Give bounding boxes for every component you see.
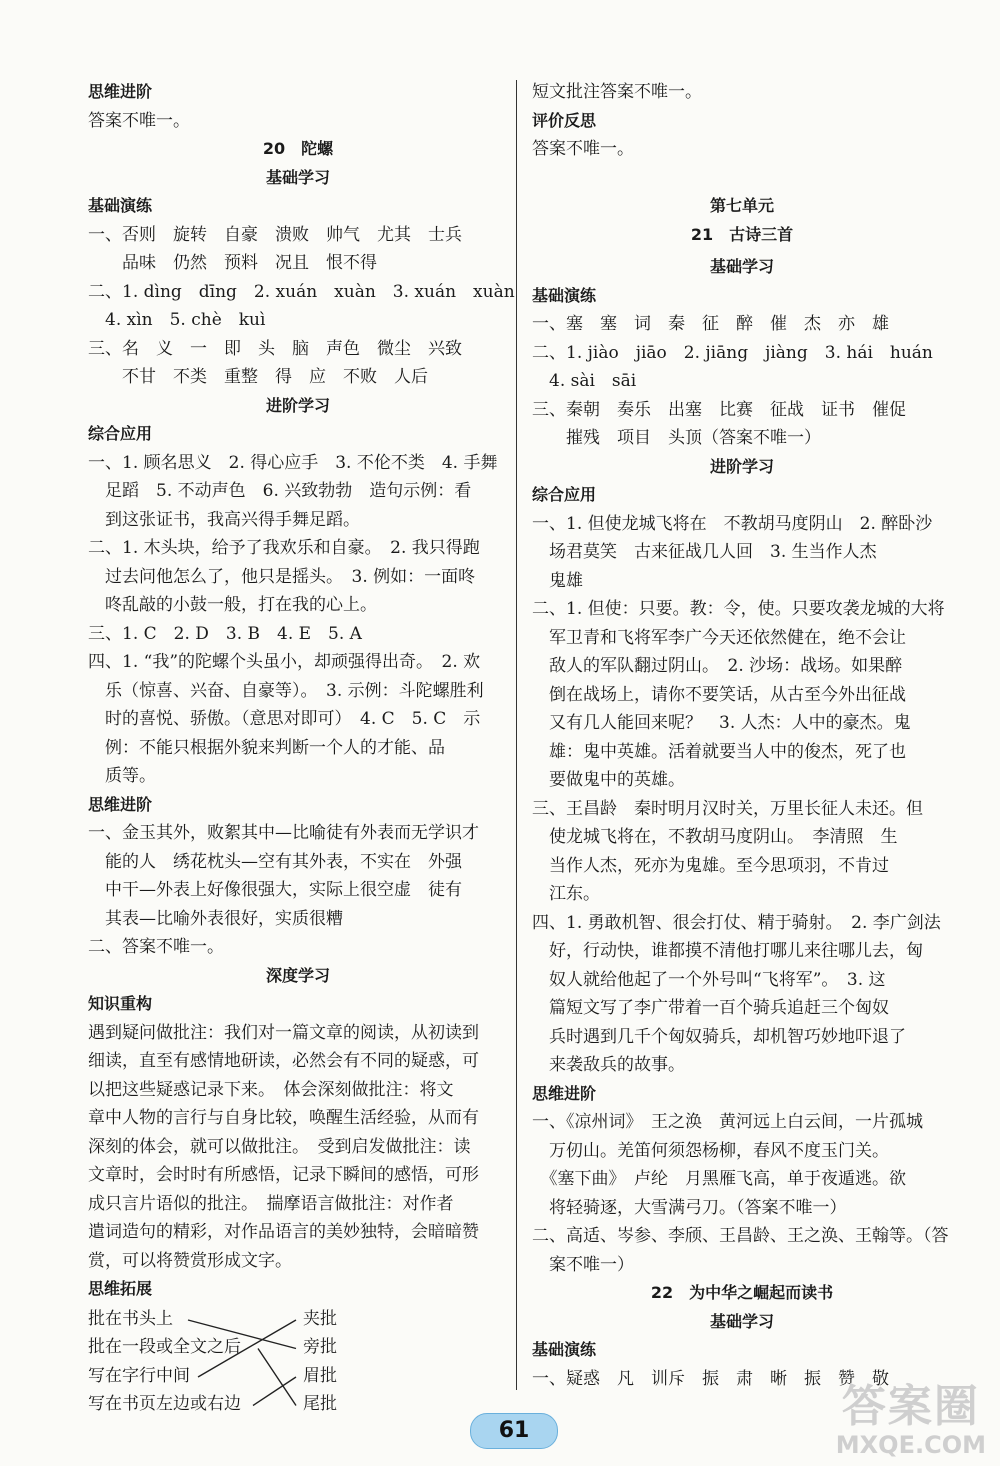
text-line: 深刻的体会，就可以做批注。 受到启发做批注：读 — [88, 1136, 471, 1157]
text-line: 好，行动快，谁都摸不清他打哪儿来往哪儿去，匈 — [532, 941, 923, 961]
text-line: 二、1. 木头块，给予了我欢乐和自豪。 2. 我只得跑 — [88, 538, 480, 558]
text-line: 一、塞 塞 词 秦 征 醉 催 杰 亦 雄 — [532, 314, 889, 334]
text-line: 二、答案不唯一。 — [88, 937, 224, 957]
text-line: 摧残 项目 头顶（答案不唯一） — [532, 428, 821, 448]
text-line: 三、秦朝 奏乐 出塞 比赛 征战 证书 催促 — [532, 399, 906, 420]
text-line: 一、金玉其外，败絮其中—比喻徒有外表而无学识才 — [88, 823, 479, 843]
match-left-item: 写在书页左边或右边 — [88, 1394, 241, 1414]
section-heading: 评价反思 — [532, 110, 597, 130]
section-heading: 深度学习 — [265, 965, 330, 985]
text-line: 一、1. 顾名思义 2. 得心应手 3. 不伦不类 4. 手舞 — [88, 452, 498, 473]
section-heading: 第七单元 — [709, 196, 774, 215]
section-heading: 思维进阶 — [88, 82, 153, 101]
matching-diagram — [88, 1304, 508, 1424]
text-line: 二、1. 但使：只要。教：令，使。只要攻袭龙城的大将 — [532, 599, 945, 619]
text-line: 《塞下曲》 卢纶 月黑雁飞高，单于夜遁逃。欲 — [532, 1169, 906, 1189]
text-line: 二、1. jiào jiāo 2. jiāng jiàng 3. hái huán — [532, 342, 933, 363]
text-line: 4. sài sāi — [532, 371, 637, 391]
watermark-text: 答案圈 — [841, 1381, 980, 1432]
text-line: 军卫青和飞将军李广今天还依然健在，绝不会让 — [532, 627, 906, 648]
section-heading: 进阶学习 — [709, 456, 774, 476]
text-line: 遇到疑问做批注：我们对一篇文章的阅读，从初读到 — [88, 1022, 479, 1043]
section-heading: 基础学习 — [709, 1311, 774, 1331]
section-heading: 进阶学习 — [265, 395, 330, 415]
match-left-item: 写在字行中间 — [88, 1365, 190, 1386]
text-line: 不甘 不类 重整 得 应 不败 人后 — [88, 367, 428, 387]
section-heading: 基础演练 — [532, 1340, 597, 1359]
text-line: 乐（惊喜、兴奋、自豪等）。 3. 示例：斗陀螺胜利 — [88, 680, 484, 701]
text-line: 答案不唯一。 — [532, 139, 634, 159]
match-right-item: 夹批 — [303, 1308, 337, 1329]
text-line: 二、高适、岑参、李颀、王昌龄、王之涣、王翰等。（答 — [532, 1226, 949, 1246]
text-line: 篇短文写了李广带着一百个骑兵追赶三个匈奴 — [532, 998, 889, 1018]
match-right-item: 尾批 — [303, 1394, 337, 1414]
text-line: 一、1. 但使龙城飞将在 不教胡马度阴山 2. 醉卧沙 — [532, 513, 933, 534]
text-line: 质等。 — [88, 766, 156, 786]
text-line: 四、1. 勇敢机智、很会打仗、精于骑射。 2. 李广剑法 — [532, 912, 941, 933]
text-line: 三、名 义 一 即 头 脑 声色 微尘 兴致 — [88, 338, 462, 359]
text-line: 鬼雄 — [532, 570, 583, 591]
text-line: 当作人杰，死亦为鬼雄。至今思项羽，不肯过 — [532, 855, 889, 876]
section-heading: 20 陀螺 — [262, 139, 334, 158]
text-line — [532, 164, 952, 193]
text-line: 时的喜悦、骄傲。（意思对即可） 4. C 5. C 示 — [88, 709, 481, 729]
text-line: 细读，直至有感情地研读，必然会有不同的疑惑，可 — [88, 1051, 479, 1071]
section-heading: 基础演练 — [532, 285, 597, 305]
match-line — [188, 1320, 296, 1349]
text-line: 成只言片语似的批注。 揣摩语言做批注：对作者 — [88, 1193, 454, 1214]
section-heading: 思维拓展 — [88, 1279, 153, 1298]
text-line: 案不唯一） — [532, 1254, 634, 1275]
section-heading: 21 古诗三首 — [690, 224, 794, 244]
section-heading: 思维进阶 — [532, 1083, 597, 1103]
match-right-item: 旁批 — [303, 1337, 337, 1357]
text-line: 品味 仍然 预料 况且 恨不得 — [88, 253, 377, 273]
section-heading: 综合应用 — [88, 424, 153, 443]
text-line: 答案不唯一。 — [88, 110, 190, 131]
text-line: 来袭敌兵的故事。 — [532, 1055, 685, 1075]
text-line: 雄：鬼中英雄。活着就要当人中的俊杰，死了也 — [532, 741, 906, 762]
text-line: 一、《凉州词》 王之涣 黄河远上白云间，一片孤城 — [532, 1112, 923, 1132]
text-line: 短文批注答案不唯一。 — [532, 82, 702, 102]
section-heading: 基础学习 — [709, 257, 774, 276]
section-heading: 思维进阶 — [88, 794, 153, 814]
text-line: 中干—外表上好像很强大，实际上很空虚 徒有 — [88, 880, 462, 900]
text-line: 三、1. C 2. D 3. B 4. E 5. A — [88, 623, 362, 644]
column-divider — [516, 80, 517, 1390]
text-line: 兵时遇到几千个匈奴骑兵，却机智巧妙地吓退了 — [532, 1026, 906, 1047]
text-line: 又有几人能回来呢？ 3. 人杰：人中的豪杰。鬼 — [532, 713, 911, 733]
section-heading: 22 为中华之崛起而读书 — [650, 1283, 834, 1302]
text-line: 以把这些疑惑记录下来。 体会深刻做批注：将文 — [88, 1079, 454, 1100]
text-line: 万仞山。羌笛何须怨杨柳，春风不度玉门关。 — [532, 1140, 889, 1161]
watermark-url: MXQE.COM — [835, 1431, 986, 1459]
match-line — [198, 1320, 296, 1377]
page-number: 61 — [470, 1413, 558, 1449]
match-line — [258, 1348, 296, 1405]
text-line: 能的人 绣花枕头—空有其外表，不实在 外强 — [88, 851, 462, 872]
match-lines — [88, 1304, 508, 1424]
watermark-logo — [836, 1382, 986, 1458]
text-line: 赏，可以将赞赏形成文字。 — [88, 1250, 292, 1271]
section-heading: 综合应用 — [532, 485, 597, 504]
text-line: 一、否则 旋转 自豪 溃败 帅气 尤其 士兵 — [88, 224, 462, 245]
text-line: 要做鬼中的英雄。 — [532, 770, 685, 790]
section-heading: 基础演练 — [88, 196, 153, 215]
text-line: 敌人的军队翻过阴山。 2. 沙场：战场。如果醉 — [532, 656, 903, 676]
left-column — [88, 78, 515, 1424]
section-heading: 基础学习 — [265, 167, 330, 187]
text-line: 使龙城飞将在，不教胡马度阴山。 李清照 生 — [532, 827, 898, 847]
right-column — [532, 78, 952, 1393]
text-line: 将轻骑逐，大雪满弓刀。（答案不唯一） — [532, 1197, 847, 1218]
text-line: 过去问他怎么了，他只是摇头。 3. 例如：一面咚 — [88, 566, 476, 587]
text-line: 文章时，会时时有所感悟，记录下瞬间的感悟，可形 — [88, 1165, 479, 1185]
section-heading: 知识重构 — [88, 994, 153, 1013]
text-line: 倒在战场上，请你不要笑话，从古至今外出征战 — [532, 684, 906, 705]
text-line: 三、王昌龄 秦时明月汉时关，万里长征人未还。但 — [532, 798, 923, 819]
text-line: 遣词造句的精彩，对作品语言的美妙独特，会暗暗赞 — [88, 1222, 479, 1242]
text-line: 二、1. dìng dīng 2. xuán xuàn 3. xuán xuàn — [88, 281, 515, 302]
text-line: 章中人物的言行与自身比较，唤醒生活经验，从而有 — [88, 1108, 479, 1128]
text-line: 4. xìn 5. chè kuì — [88, 310, 266, 330]
text-line: 四、1. “我”的陀螺个头虽小，却顽强得出奇。 2. 欢 — [88, 652, 481, 672]
match-left-item: 批在一段或全文之后 — [88, 1337, 241, 1357]
text-line: 到这张证书，我高兴得手舞足蹈。 — [88, 509, 360, 530]
text-line: 足蹈 5. 不动声色 6. 兴致勃勃 造句示例：看 — [88, 481, 472, 501]
text-line: 一、疑惑 凡 训斥 振 肃 晰 振 赞 敬 — [532, 1368, 889, 1389]
text-line: 奴人就给他起了一个外号叫“飞将军”。 3. 这 — [532, 969, 886, 990]
text-line: 场君莫笑 古来征战几人回 3. 生当作人杰 — [532, 542, 877, 562]
text-line: 其表—比喻外表很好，实质很糟 — [88, 908, 343, 929]
match-line — [253, 1377, 296, 1406]
text-line: 江东。 — [532, 884, 600, 904]
text-line: 咚乱敲的小鼓一般，打在我的心上。 — [88, 595, 377, 615]
text-line: 例：不能只根据外貌来判断一个人的才能、品 — [88, 737, 445, 758]
match-right-item: 眉批 — [303, 1365, 337, 1386]
match-left-item: 批在书头上 — [88, 1308, 173, 1329]
